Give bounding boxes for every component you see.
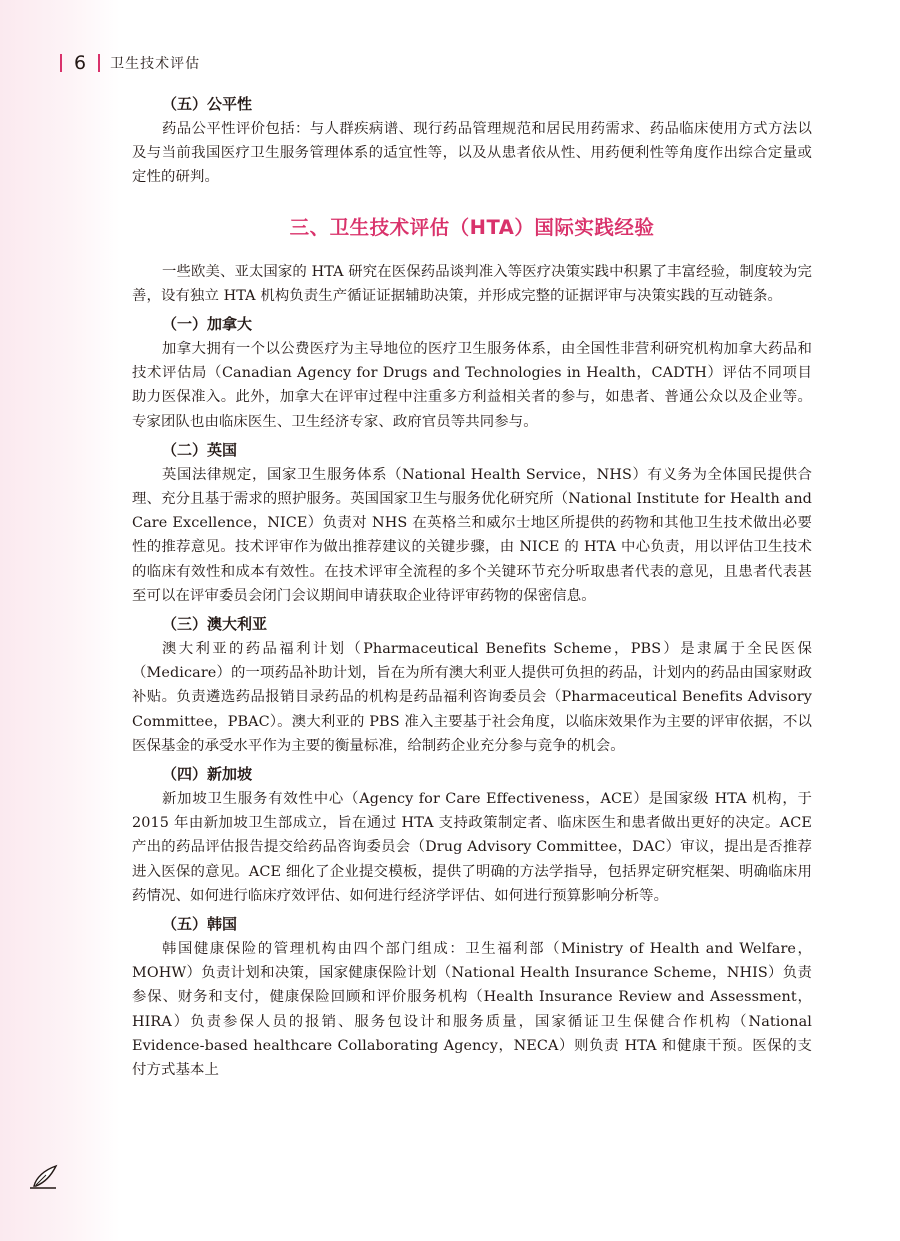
page-number: 6 (74, 52, 87, 74)
section-title: 三、卫生技术评估（HTA）国际实践经验 (289, 215, 655, 239)
subsection-heading-uk: （二）英国 (162, 440, 238, 459)
subsection-heading-canada: （一）加拿大 (162, 315, 253, 334)
page-body (132, 92, 812, 1082)
subsection-heading-singapore: （四）新加坡 (162, 765, 253, 784)
paragraph-singapore: 新加坡卫生服务有效性中心（Agency for Care Effectiveness，ACE）是国家级 HTA 机构，于 2015 年由新加坡卫生部成立，旨在通过 HTA 支持政策制定者、临床医生和患者做出更好的决定。ACE 产出的药品评估报告提交给药品咨询委员会（Drug Advisory Committee，DAC）审议，提出是否推荐进入医保的意见。ACE 细化了企业提交模板，提供了明确的方法学指导，包括界定研究框架、明确临床用药情况、如何进行临床疗效评估、如何进行经济学评估、如何进行预算影响分析等。 (132, 791, 812, 904)
paragraph-korea: 韩国健康保险的管理机构由四个部门组成：卫生福利部（Ministry of Health and Welfare，MOHW）负责计划和决策，国家健康保险计划（National Health Insurance Scheme，NHIS）负责参保、财务和支付，健康保险回顾和评价服务机构（Health Insurance Review and Assessment，HIRA）负责参保人员的报销、服务包设计和服务质量，国家循证卫生保健合作机构（National Evidence-based healthcare Collaborating Agency，NECA）则负责 HTA 和健康干预。医保的支付方式基本上 (132, 941, 812, 1079)
header-bar-left (60, 54, 62, 72)
running-title: 卫生技术评估 (110, 56, 201, 72)
subsection-heading-australia: （三）澳大利亚 (162, 615, 268, 634)
subsection-heading-korea: （五）韩国 (162, 915, 238, 934)
quill-pen-icon (26, 1162, 62, 1192)
paragraph-equity: 药品公平性评价包括：与人群疾病谱、现行药品管理规范和居民用药需求、药品临床使用方式方法以及与当前我国医疗卫生服务管理体系的适宜性等，以及从患者依从性、用药便利性等角度作出综合定量或定性的研判。 (132, 121, 812, 186)
subsection-heading-equity: （五）公平性 (162, 95, 253, 113)
page-margin-tint (0, 0, 120, 1241)
running-header (60, 52, 200, 74)
paragraph-uk: 英国法律规定，国家卫生服务体系（National Health Service，NHS）有义务为全体国民提供合理、充分且基于需求的照护服务。英国国家卫生与服务优化研究所（National Institute for Health and Care Excellence，NICE）负责对 NHS 在英格兰和威尔士地区所提供的药物和其他卫生技术做出必要性的推荐意见。技术评审作为做出推荐建议的关键步骤，由 NICE 的 HTA 中心负责，用以评估卫生技术的临床有效性和成本有效性。在技术评审全流程的多个关键环节充分听取患者代表的意见，且患者代表甚至可以在评审委员会闭门会议期间申请获取企业待评审药物的保密信息。 (132, 466, 812, 604)
paragraph-canada: 加拿大拥有一个以公费医疗为主导地位的医疗卫生服务体系，由全国性非营利研究机构加拿大药品和技术评估局（Canadian Agency for Drugs and Technologies in Health，CADTH）评估不同项目助力医保准入。此外，加拿大在评审过程中注重多方利益相关者的参与，如患者、普通公众以及企业等。专家团队也由临床医生、卫生经济专家、政府官员等共同参与。 (132, 341, 812, 430)
paragraph-australia: 澳大利亚的药品福利计划（Pharmaceutical Benefits Scheme，PBS）是隶属于全民医保（Medicare）的一项药品补助计划，旨在为所有澳大利亚人提供可负担的药品，计划内的药品由国家财政补贴。负责遴选药品报销目录药品的机构是药品福利咨询委员会（Pharmaceutical Benefits Advisory Committee，PBAC）。澳大利亚的 PBS 准入主要基于社会角度，以临床效果作为主要的评审依据，不以医保基金的承受水平作为主要的衡量标准，给制药企业充分参与竞争的机会。 (132, 641, 812, 754)
header-bar-right (98, 54, 100, 72)
paragraph-intro: 一些欧美、亚太国家的 HTA 研究在医保药品谈判准入等医疗决策实践中积累了丰富经验，制度较为完善，设有独立 HTA 机构负责生产循证证据辅助决策，并形成完整的证据评审与决策实践的互动链条。 (132, 263, 813, 304)
